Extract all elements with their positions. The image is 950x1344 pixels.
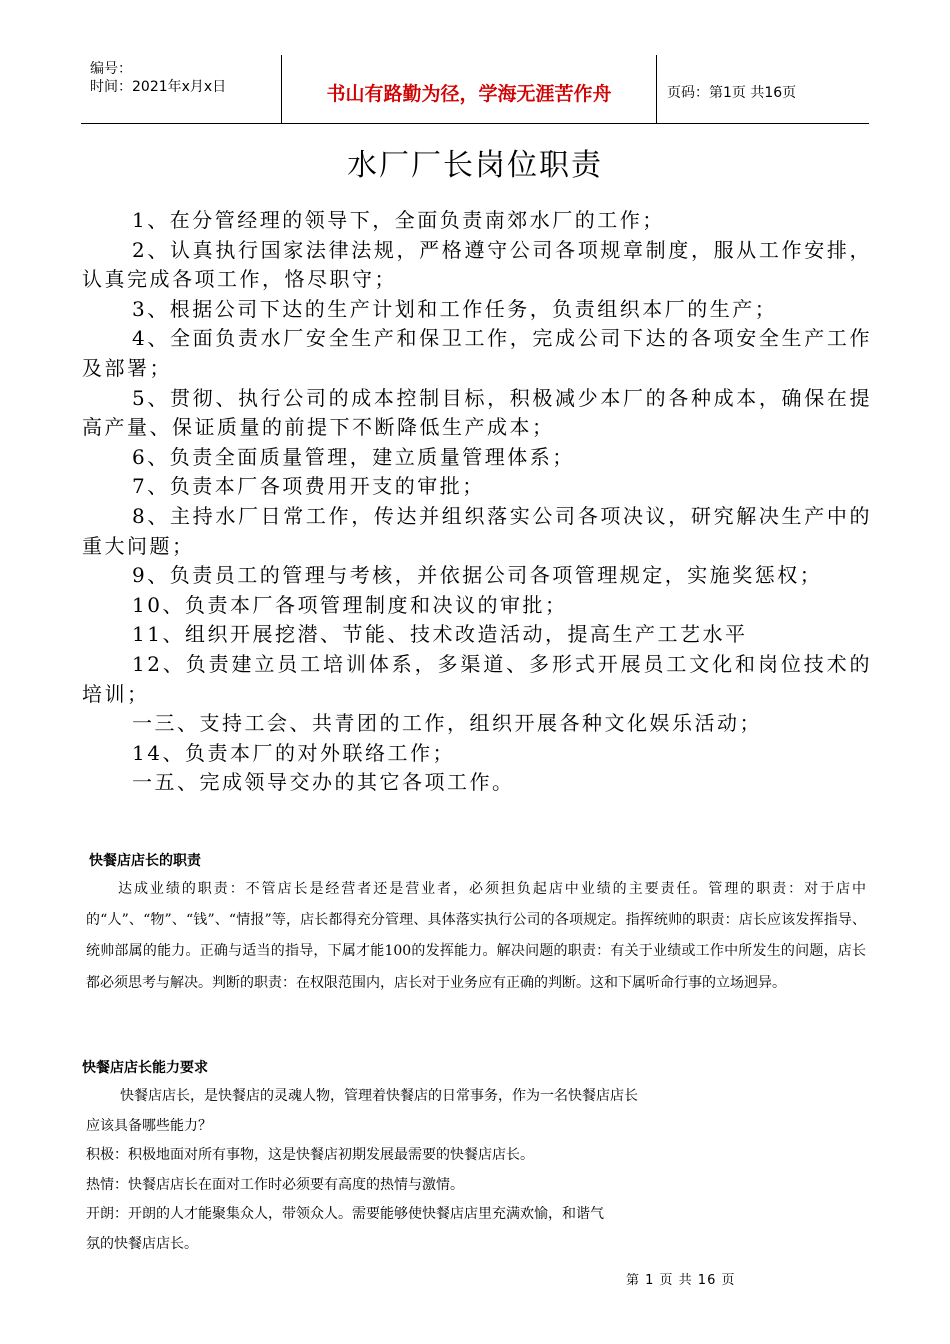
duty-item: 5、贯彻、执行公司的成本控制目标，积极减少本厂的各种成本，确保在提高产量、保证质量的前提下不断降低生产成本； <box>82 385 872 440</box>
duty-item: 11、组织开展挖潜、节能、技术改造活动，提高生产工艺水平 <box>132 622 748 647</box>
duty-item: 12、负责建立员工培训体系，多渠道、多形式开展员工文化和岗位技术的培训； <box>82 651 872 706</box>
ability-line: 积极：积极地面对所有事物，这是快餐店初期发展最需要的快餐店店长。 <box>86 1147 534 1163</box>
duty-item: 10、负责本厂各项管理制度和决议的审批； <box>132 592 568 617</box>
number-label: 编号： <box>90 61 132 77</box>
page-footer: 第 1 页 共 16 页 <box>626 1273 736 1288</box>
document-header <box>81 55 869 124</box>
duty-item: 14、负责本厂的对外联络工作； <box>132 740 455 765</box>
duty-item: 一三、支持工会、共青团的工作，组织开展各种文化娱乐活动； <box>132 711 762 736</box>
header-right-cell <box>657 55 870 124</box>
duty-item: 一五、完成领导交办的其它各项工作。 <box>132 770 515 795</box>
ability-line: 氛的快餐店店长。 <box>86 1235 198 1252</box>
duty-item: 6、负责全面质量管理，建立质量管理体系； <box>132 444 575 469</box>
ability-line: 热情：快餐店店长在面对工作时必须要有高度的热情与激情。 <box>86 1176 464 1193</box>
section-title-manager-duties: 快餐店店长的职责 <box>89 853 201 869</box>
ability-line: 快餐店店长，是快餐店的灵魂人物，管理着快餐店的日常事务，作为一名快餐店店长 <box>120 1088 638 1104</box>
duty-item: 2、认真执行国家法律法规，严格遵守公司各项规章制度，服从工作安排，认真完成各项工作，恪尽职守； <box>82 237 872 292</box>
header-motto-cell <box>282 55 657 124</box>
time-label: 时间：2021年x月x日 <box>90 79 227 95</box>
header-left-cell <box>81 55 282 124</box>
duty-item: 1、在分管经理的领导下，全面负责南郊水厂的工作； <box>132 208 665 232</box>
section-body-manager-duties: 达成业绩的职责：不管店长是经营者还是营业者，必须担负起店中业绩的主要责任。管理的职责：对于店中的“人”、“物”、“钱”、“情报”等，店长都得充分管理、具体落实执行公司的各项规定。指挥统帅的职责：店长应该发挥指导、统帅部属的能力。正确与适当的指导，下属才能100的发挥能力。解决问题的职责：有关于业绩或工作中所发生的问题，店长都必须思考与解决。判断的职责：在权限范围内，店长对于业务应有正确的判断。这和下属听命行事的立场迥异。 <box>86 881 866 991</box>
duty-list <box>82 206 872 798</box>
duty-item: 9、负责员工的管理与考核，并依据公司各项管理规定，实施奖惩权； <box>132 563 823 588</box>
duty-item: 7、负责本厂各项费用开支的审批； <box>132 474 485 499</box>
ability-line: 开朗：开朗的人才能聚集众人，带领众人。需要能够使快餐店店里充满欢愉，和谐气 <box>86 1206 604 1222</box>
duty-item: 8、主持水厂日常工作，传达并组织落实公司各项决议，研究解决生产中的重大问题； <box>82 503 872 558</box>
document-title: 水厂厂长岗位职责 <box>347 148 603 183</box>
section-body-manager-abilities <box>86 1082 706 1259</box>
page-info: 页码：第1页 共16页 <box>667 85 797 101</box>
section-title-manager-abilities: 快餐店店长能力要求 <box>82 1060 208 1076</box>
duty-item: 3、根据公司下达的生产计划和工作任务，负责组织本厂的生产； <box>132 296 778 321</box>
duty-item: 4、全面负责水厂安全生产和保卫工作，完成公司下达的各项安全生产工作及部署； <box>82 326 872 380</box>
motto: 书山有路勤为径，学海无涯苦作舟 <box>326 83 612 105</box>
ability-line: 应该具备哪些能力？ <box>86 1117 212 1134</box>
